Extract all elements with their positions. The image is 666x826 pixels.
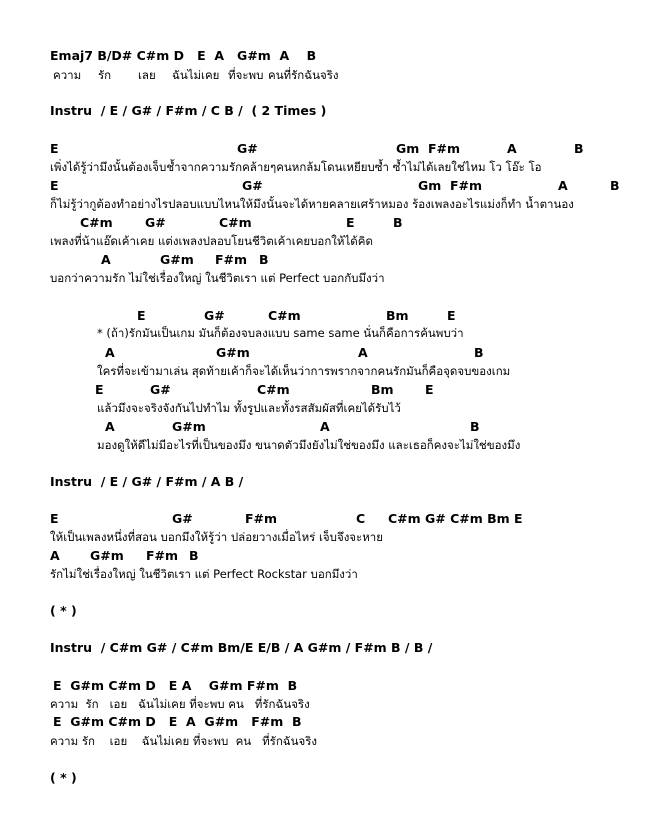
lyric-text: ก็ไม่รู้ว่ากูต้องทำอย่างไรปลอบแบบไหนให้มึงนั้นจะได้หายคลายเศร้าหมอง ร้องเพลงอะไรแม่งก็ทำ น้ำตานอง: [50, 197, 574, 211]
lyric-line: [0, 695, 666, 713]
heading-line: [0, 602, 666, 620]
chord-label: F#m: [215, 252, 248, 267]
chord-label: E: [95, 382, 104, 397]
chord-label: Gm F#m: [396, 141, 461, 156]
lyric-text: มองดูให้ดีไม่มีอะไรที่เป็นของมึง ขนาดตัวมึงยังไม่ใช่ของมึง และเธอก็คงจะไม่ใช่ของมึง: [97, 438, 521, 452]
chord-label: B: [393, 215, 403, 230]
section-heading: ( * ): [50, 603, 77, 618]
chord-label: E G#m C#m D E A G#m F#m B: [53, 678, 298, 693]
chord-label: A: [101, 252, 111, 267]
lyric-line: [0, 436, 666, 454]
chord-label: F#m: [245, 511, 278, 526]
chord-label: G#m: [216, 345, 250, 360]
lyric-line: [0, 269, 666, 287]
chord-label: G#m: [160, 252, 194, 267]
chord-label: A: [558, 178, 568, 193]
lyric-line: [0, 324, 666, 342]
lyric-text: บอกว่าความรัก ไม่ใช่เรื่องใหญ่ ในชีวิตเรา แต่ Perfect บอกกับมึงว่า: [50, 271, 385, 285]
chord-label: C: [356, 511, 366, 526]
chord-label: A: [320, 419, 330, 434]
chord-label: E: [447, 308, 456, 323]
chord-label: A: [507, 141, 517, 156]
lyric-text: รัก: [98, 68, 112, 82]
section-heading: Instru / C#m G# / C#m Bm/E E/B / A G#m / F#m B / B /: [50, 640, 433, 655]
chord-line: [0, 510, 666, 528]
chord-line: [0, 251, 666, 269]
lyric-text: ฉันไม่เคย: [172, 68, 220, 82]
lyric-text: เพิ่งได้รู้ว่ามึงนั้นต้องเจ็บช้ำจากความรักคล้ายๆคนหกล้มโดนเหยียบซ้ำ ซ้ำไม่ได้เลยใช่ไหม โว โอ๊ะ โอ: [50, 160, 542, 174]
chord-label: E: [346, 215, 355, 230]
chord-line: [0, 547, 666, 565]
lyric-line: [0, 195, 666, 213]
chord-line: [0, 344, 666, 362]
lyric-line: [0, 399, 666, 417]
chord-label: E: [50, 511, 59, 526]
chord-label: G#: [150, 382, 171, 397]
lyric-line: [0, 66, 666, 84]
chord-label: G#m: [90, 548, 124, 563]
chord-label: A: [105, 345, 115, 360]
section-heading: Instru / E / G# / F#m / A B /: [50, 474, 244, 489]
chord-label: C#m: [268, 308, 301, 323]
chord-line: [0, 307, 666, 325]
chord-label: A: [358, 345, 368, 360]
lyric-text: ให้เป็นเพลงหนึ่งที่สอน บอกมึงให้รู้ว่า ปล่อยวางเมื่อไหร่ เจ็บจึงจะหาย: [50, 530, 384, 544]
chord-label: B: [189, 548, 199, 563]
section-heading: Instru / E / G# / F#m / C B / ( 2 Times ): [50, 103, 327, 118]
chord-line: [0, 140, 666, 158]
lyric-line: [0, 158, 666, 176]
lyric-text: เพลงที่น้าแอ๊ดเค้าเคย แต่งเพลงปลอบโยนชีวิตเค้าเคยบอกให้ได้คิด: [50, 234, 373, 248]
chord-line: [0, 47, 666, 65]
lyric-text: แล้วมึงจะจริงจังกันไปทำไม ทั้งรูปและทั้งรสสัมผัสที่เคยได้รับไว้: [97, 401, 401, 415]
heading-line: [0, 102, 666, 120]
chord-label: E: [50, 178, 59, 193]
chord-label: A: [50, 548, 60, 563]
lyric-line: [0, 232, 666, 250]
lyric-line: [0, 528, 666, 546]
chord-line: [0, 177, 666, 195]
chord-label: B: [574, 141, 584, 156]
lyric-text: ความ รัก เอย ฉันไม่เคย ที่จะพบ คน ที่รักฉันจริง: [50, 734, 318, 748]
lyric-text: รักไม่ใช่เรื่องใหญ่ ในชีวิตเรา แต่ Perfect Rockstar บอกมึงว่า: [50, 567, 358, 581]
heading-line: [0, 639, 666, 657]
chord-label: B: [610, 178, 620, 193]
lyric-text: คนที่รักฉันจริง: [268, 68, 339, 82]
chord-label: G#: [172, 511, 193, 526]
section-heading: ( * ): [50, 770, 77, 785]
chord-label: E: [425, 382, 434, 397]
lyric-text: ใครที่จะเข้ามาเล่น สุดท้ายเค้าก็จะได้เห็นว่าการพรากจากคนรักมันก็คือจุดจบของเกม: [97, 364, 511, 378]
chord-label: G#: [204, 308, 225, 323]
lyric-text: ความ: [53, 68, 82, 82]
chord-label: C#m G# C#m Bm E: [388, 511, 523, 526]
chord-line: [0, 713, 666, 731]
chord-label: E: [137, 308, 146, 323]
lyric-text: * (ถ้า)รักมันเป็นเกม มันก็ต้องจบลงแบบ same same นั่นก็คือการค้นพบว่า: [97, 326, 464, 340]
chord-label: G#: [145, 215, 166, 230]
chord-label: Emaj7 B/D# C#m D E A G#m A B: [50, 48, 317, 63]
chord-label: E: [50, 141, 59, 156]
chord-label: Bm: [386, 308, 409, 323]
chord-label: C#m: [80, 215, 113, 230]
chord-line: [0, 677, 666, 695]
chord-label: G#m: [172, 419, 206, 434]
chord-line: [0, 381, 666, 399]
lyric-line: [0, 732, 666, 750]
lyric-line: [0, 565, 666, 583]
lyric-text: ความ รัก เอย ฉันไม่เคย ที่จะพบ คน ที่รักฉันจริง: [50, 697, 310, 711]
chord-label: C#m: [257, 382, 290, 397]
lyric-text: ที่จะพบ: [228, 68, 264, 82]
lyric-text: เลย: [138, 68, 156, 82]
lyric-line: [0, 362, 666, 380]
chord-label: B: [470, 419, 480, 434]
chord-label: E G#m C#m D E A G#m F#m B: [53, 714, 302, 729]
chord-label: G#: [242, 178, 263, 193]
chord-line: [0, 418, 666, 436]
heading-line: [0, 473, 666, 491]
chord-label: A: [105, 419, 115, 434]
chord-label: Gm F#m: [418, 178, 483, 193]
chord-label: F#m: [146, 548, 179, 563]
chord-label: B: [474, 345, 484, 360]
chord-label: G#: [237, 141, 258, 156]
chord-label: B: [259, 252, 269, 267]
chord-label: Bm: [371, 382, 394, 397]
heading-line: [0, 769, 666, 787]
chord-line: [0, 214, 666, 232]
chord-label: C#m: [219, 215, 252, 230]
